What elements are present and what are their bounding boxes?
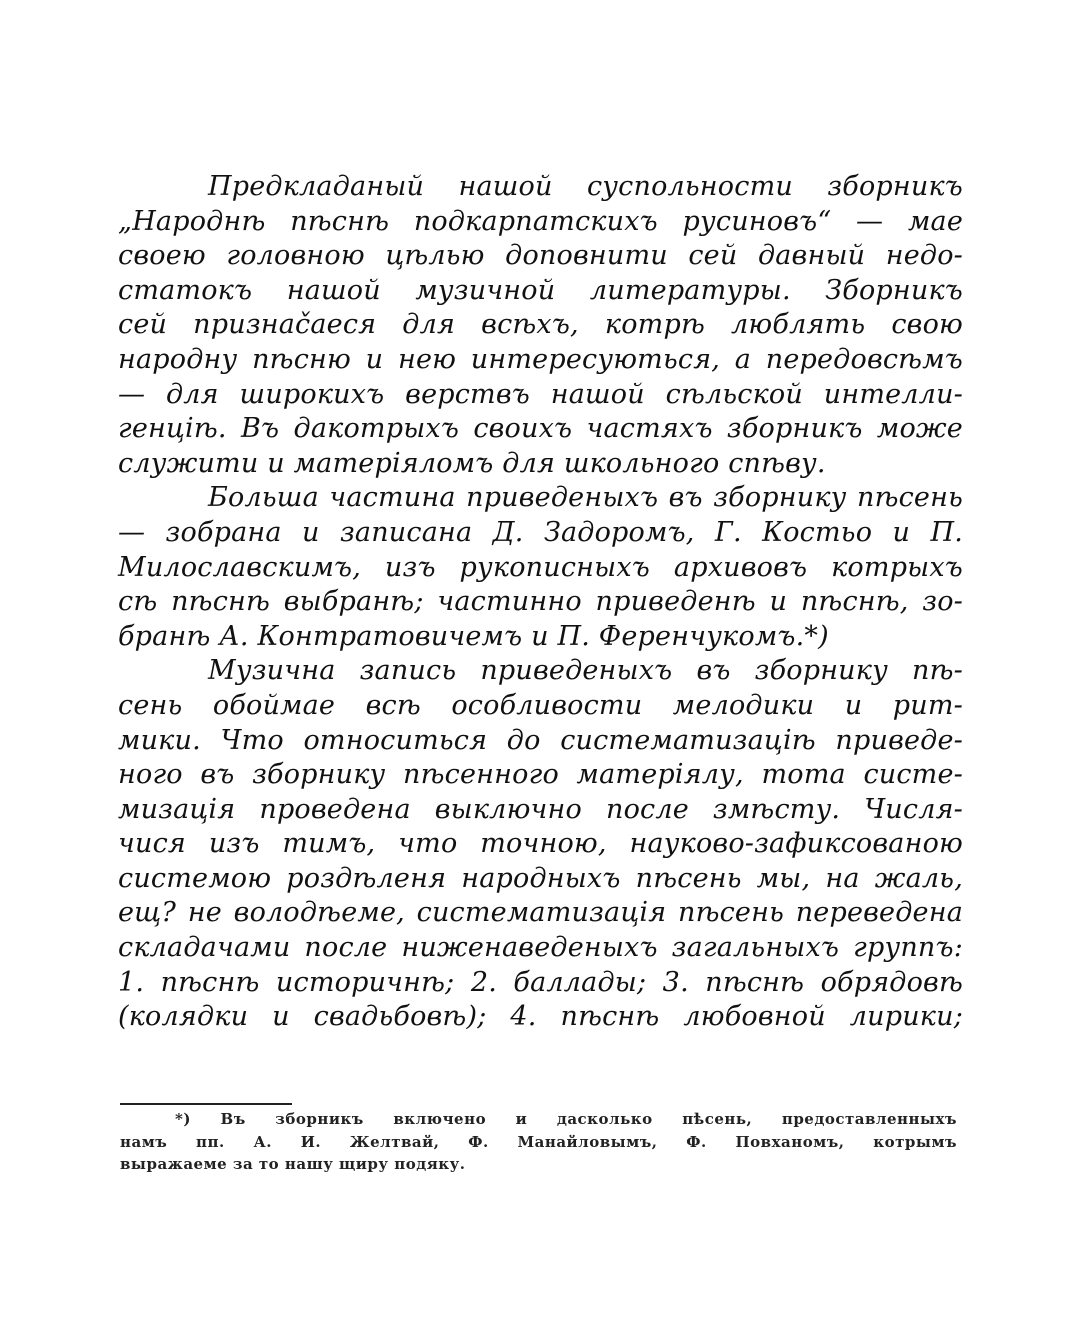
text-line: Милославскимъ, изъ рукописныхъ архивовъ котрыхъ xyxy=(118,551,963,583)
text-line: генціѣ. Въ дакотрыхъ своихъ частяхъ зборникъ може xyxy=(118,413,963,445)
text-line: мизація проведена выключно после змѣсту. Числя- xyxy=(118,793,963,825)
text-line: „Народнѣ пѣснѣ подкарпатскихъ русиновъ“ — мае xyxy=(118,205,963,237)
text-line: сѣ пѣснѣ выбранѣ; частинно приведенѣ и пѣснѣ, зо- xyxy=(118,586,963,618)
footnote-line: выражаеме за то нашу щиру подяку. xyxy=(120,1155,466,1173)
text-line: Музична запись приведеныхъ въ зборнику пѣ- xyxy=(208,655,963,687)
text-line: Предкладаный нашой суспольности зборникъ xyxy=(208,171,963,202)
body-text xyxy=(118,170,963,1035)
text-line: своею головною цѣлью доповнити сей давный недо- xyxy=(118,240,963,272)
text-line: сень обоймае всѣ особливости мелодики и рит- xyxy=(118,689,963,721)
text-line: — зобрана и записана Д. Задоромъ, Г. Костьо и П. xyxy=(118,516,963,548)
text-line: складачами после ниженаведеныхъ загальныхъ группъ: xyxy=(118,932,963,964)
text-line: народну пѣсню и нею интересуються, а передовсѣмъ xyxy=(118,343,963,375)
footnote xyxy=(120,1108,957,1176)
footnote-line: намъ пп. А. И. Желтвай, Ф. Манайловымъ, Ф. Повханомъ, котрымъ xyxy=(120,1132,957,1151)
text-line: статокъ нашой музичной литературы. Зборникъ xyxy=(118,274,963,306)
text-line: мики. Что относиться до систематизаціѣ приведе- xyxy=(118,724,963,756)
text-line: Больша частина приведеныхъ въ зборнику пѣсень xyxy=(208,482,963,514)
text-line: бранѣ А. Контратовичемъ и П. Ференчукомъ.*) xyxy=(118,620,829,652)
text-line: 1. пѣснѣ историчнѣ; 2. баллады; 3. пѣснѣ обрядовѣ xyxy=(118,966,963,998)
text-line: ещ? не володѣеме, систематизація пѣсень переведена xyxy=(118,897,963,929)
text-line: — для широкихъ верствъ нашой сѣльской интелли- xyxy=(118,378,963,410)
footnote-divider xyxy=(120,1103,292,1105)
text-line: (колядки и свадьбовѣ); 4. пѣснѣ любовной лирики; xyxy=(118,1001,963,1033)
text-line: чися изъ тимъ, что точною, науково-зафиксованою xyxy=(118,828,963,860)
text-line: сей признačаеся для всѣхъ, котрѣ люблять свою xyxy=(118,309,963,341)
footnote-line: *) Въ зборникъ включено и дасколько пѣсень, предоставленныхъ xyxy=(175,1110,957,1128)
text-line: системою роздѣленя народныхъ пѣсень мы, на жаль, xyxy=(118,862,963,894)
text-line: служити и матеріяломъ для школьного спѣву. xyxy=(118,447,826,479)
text-line: ного въ зборнику пѣсенного матеріялу, тота систе- xyxy=(118,759,963,791)
